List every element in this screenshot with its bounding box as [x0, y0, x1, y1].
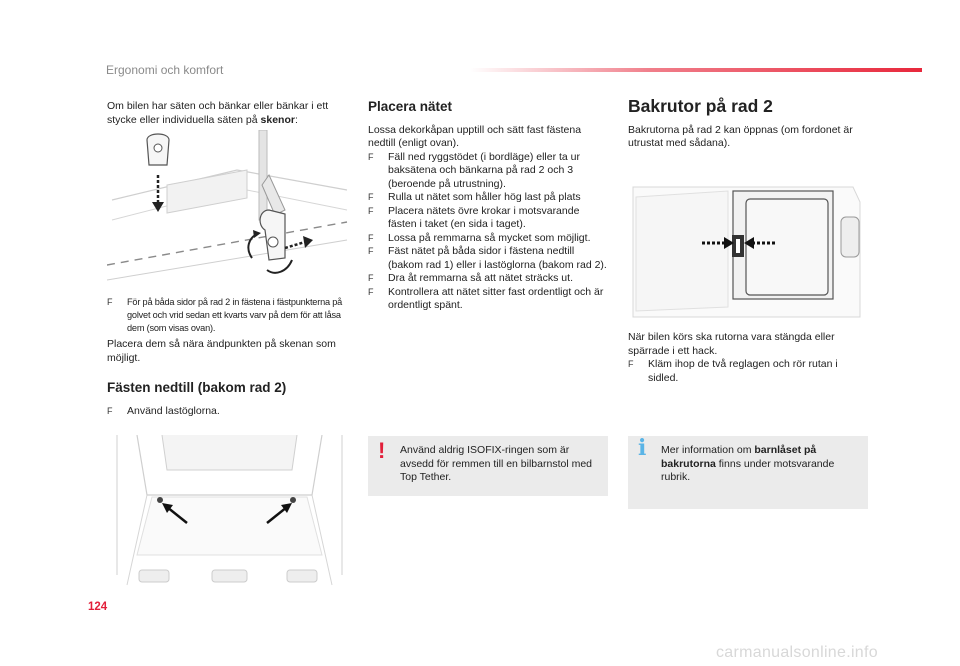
bullet-marker: F	[107, 405, 113, 416]
step-item	[368, 151, 608, 192]
bullet-marker: F	[628, 359, 634, 369]
windows-bullet-text: Kläm ihop de två reglagen och rör rutan i sidled.	[648, 358, 838, 384]
column-3-lower	[628, 331, 868, 385]
step-text: Kontrollera att nätet sitter fast ordentligt och är ordentligt spänt.	[388, 285, 604, 311]
rail-bullet-text: För på båda sidor på rad 2 in fästena i fästpunkterna på golvet och vrid sedan ett kvarts varv på dem för att låsa dem (som visas ovan).	[127, 297, 343, 333]
column-2	[368, 100, 608, 313]
column-1-lower	[107, 296, 352, 418]
bullet-marker: F	[368, 286, 374, 297]
bullet-marker: F	[368, 246, 374, 256]
place-net-heading: Placera nätet	[368, 99, 453, 114]
rear-window-svg	[628, 177, 868, 325]
bullet-marker: F	[368, 273, 374, 283]
isofix-warning-text: Använd aldrig ISOFIX-ringen som är avsedd för remmen till en bilbarnstol med Top Tether.	[400, 444, 593, 483]
rail-anchor-illustration	[107, 130, 352, 290]
rail-intro-text: Om bilen har säten och bänkar eller bänkar i ett stycke eller individuella säten på	[107, 100, 329, 126]
step-item	[368, 232, 608, 246]
step-text: Rulla ut nätet som håller hög last på plats	[388, 191, 581, 203]
child-lock-info-text	[661, 444, 861, 485]
bullet-marker: F	[107, 297, 113, 307]
bullet-marker: F	[368, 151, 374, 162]
header-accent-line	[470, 68, 922, 72]
info-icon: i	[638, 435, 647, 461]
windows-driving-para: När bilen körs ska rutorna vara stängda eller spärrade i ett hack.	[628, 331, 835, 357]
lower-anchor-bullet	[107, 405, 352, 419]
bullet-marker: F	[368, 232, 374, 243]
windows-bullet	[628, 358, 868, 385]
step-item	[368, 286, 608, 313]
rear-window-illustration	[628, 177, 868, 325]
info-text-bold: barnlåset på bakrutorna	[661, 444, 817, 470]
cargo-floor-svg	[107, 435, 352, 590]
step-item	[368, 191, 608, 205]
rail-para: Placera dem så nära ändpunkten på skenan som möjligt.	[107, 338, 336, 364]
step-text: Dra åt remmarna så att nätet sträcks ut.	[388, 272, 573, 284]
child-lock-info-box	[628, 436, 868, 509]
place-net-intro: Lossa dekorkåpan upptill och sätt fast fästena nedtill (enligt ovan).	[368, 123, 582, 149]
step-text: Fäst nätet på båda sidor i fästena nedtill (bakom rad 1) eller i lastöglorna (bakom rad 2).	[388, 245, 607, 271]
lower-anchor-heading: Fästen nedtill (bakom rad 2)	[107, 380, 287, 395]
place-net-steps	[368, 151, 608, 313]
bullet-marker: F	[368, 192, 374, 202]
cargo-floor-illustration	[107, 435, 352, 590]
rail-intro-end: :	[294, 113, 298, 126]
column-1	[107, 100, 352, 127]
page-number: 124	[88, 601, 108, 613]
warning-icon: !	[378, 438, 386, 463]
rail-intro	[107, 100, 352, 127]
step-text: Lossa på remmarna så mycket som möjligt.	[388, 231, 591, 244]
bullet-marker: F	[368, 205, 374, 216]
rail-anchor-svg	[107, 130, 352, 290]
step-item	[368, 272, 608, 286]
step-item	[368, 205, 608, 232]
isofix-warning-box	[368, 436, 608, 496]
watermark: carmanualsonline.info	[716, 644, 878, 661]
lower-anchor-bullet-text: Använd lastöglorna.	[127, 404, 220, 417]
rail-bullet	[107, 296, 352, 335]
rail-intro-bold: skenor	[260, 113, 295, 126]
rear-windows-intro: Bakrutorna på rad 2 kan öppnas (om fordonet är utrustat med sådana).	[628, 123, 853, 149]
rear-windows-heading: Bakrutor på rad 2	[628, 96, 773, 116]
info-text-post: finns under motsvarande rubrik.	[661, 457, 835, 483]
step-text: Placera nätets övre krokar i motsvarande fästen i taket (en sida i taget).	[388, 204, 580, 230]
section-header: Ergonomi och komfort	[106, 63, 224, 77]
step-text: Fäll ned ryggstödet (i bordläge) eller ta ur baksätena och bänkarna på rad 2 och 3 (beroende på utrustning).	[388, 150, 581, 190]
column-3	[628, 96, 868, 151]
info-text-pre: Mer information om	[661, 444, 755, 456]
step-item	[368, 245, 608, 272]
